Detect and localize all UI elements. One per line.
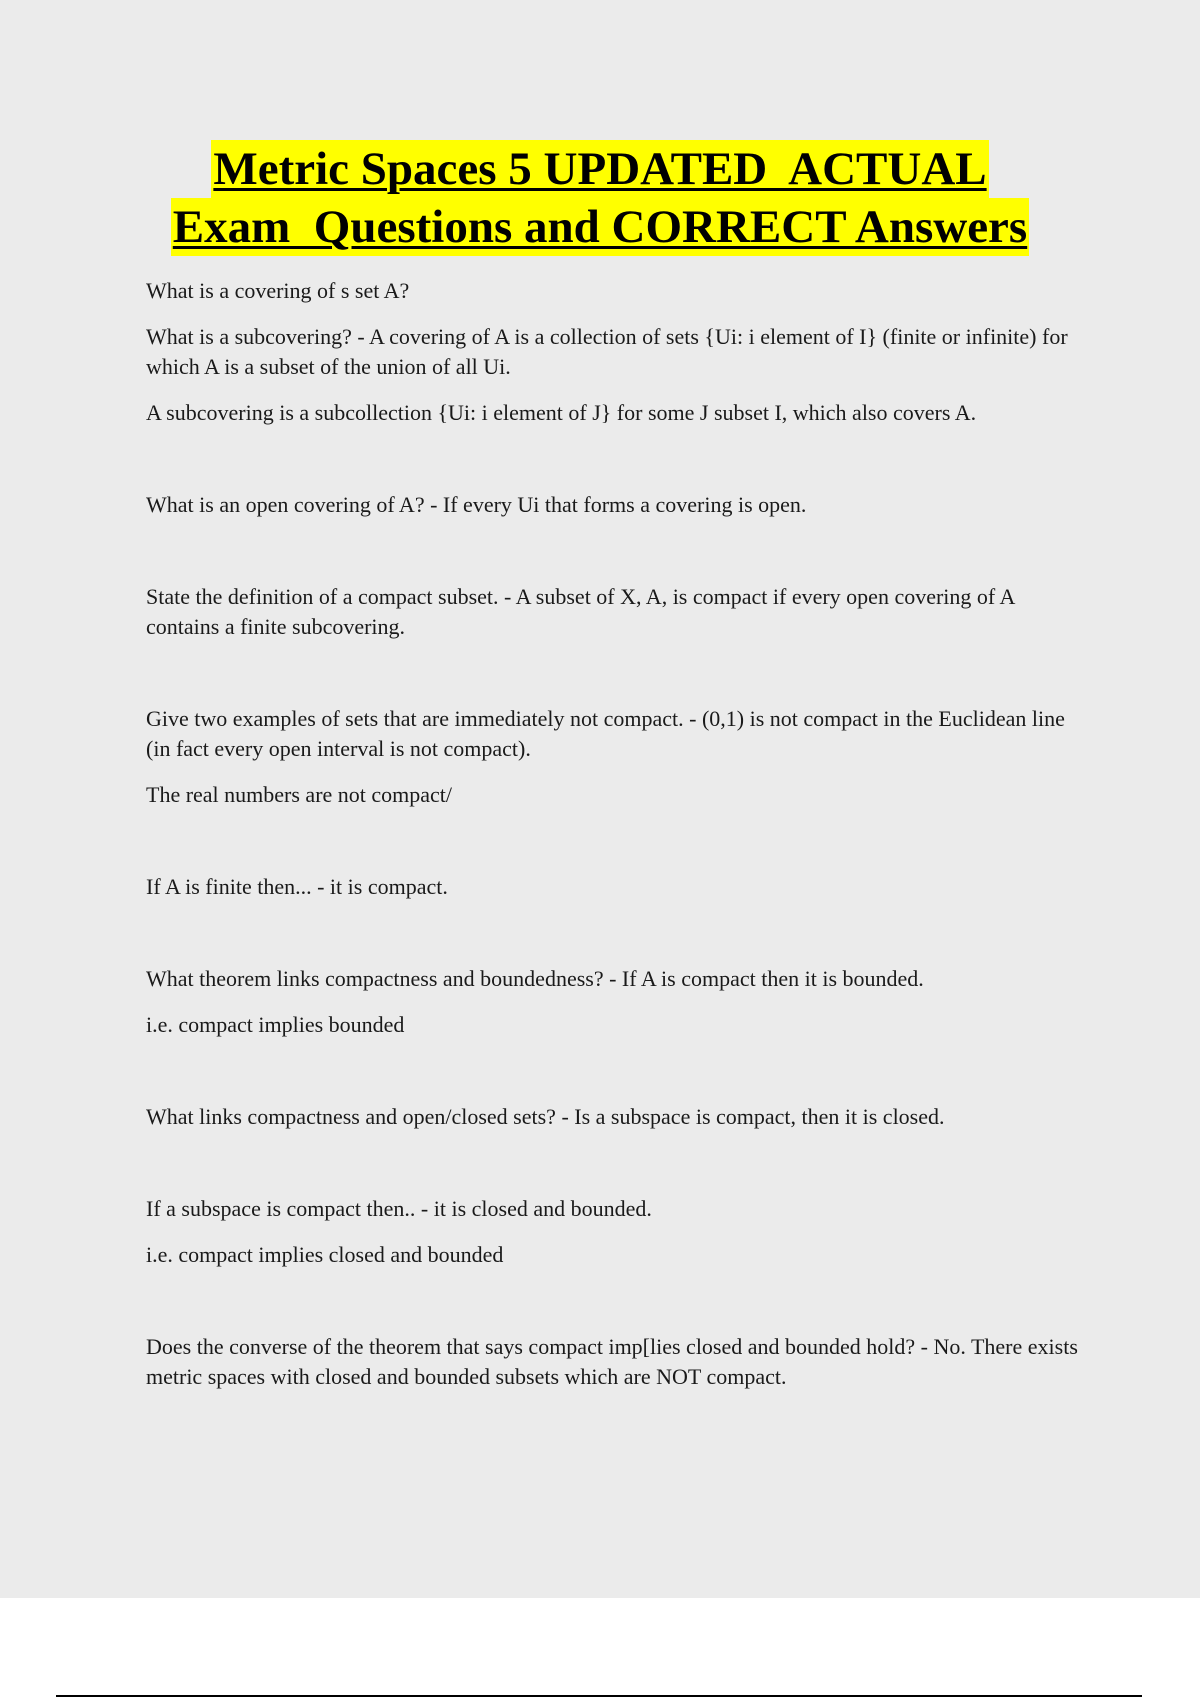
footer-divider	[56, 1695, 1142, 1697]
qa-paragraph: If a subspace is compact then.. - it is closed and bounded.	[146, 1196, 652, 1221]
qa-paragraph: Does the converse of the theorem that says compact imp[lies closed and bounded hold? - No. There exists metric spaces with closed and bounded subsets which are NOT compact.	[146, 1334, 1078, 1389]
answer-paragraph: i.e. compact implies bounded	[146, 1012, 405, 1037]
question-paragraph: What is a covering of s set A?	[146, 278, 410, 303]
answer-paragraph: The real numbers are not compact/	[146, 782, 453, 807]
qa-paragraph: If A is finite then... - it is compact.	[146, 874, 448, 899]
qa-paragraph: What is a subcovering? - A covering of A is a collection of sets {Ui: i element of I} (finite or infinite) for which A is a subset of the union of all Ui.	[146, 324, 1068, 379]
qa-paragraph: State the definition of a compact subset. - A subset of X, A, is compact if every open covering of A contains a finite subcovering.	[146, 584, 1015, 639]
qa-paragraph: Give two examples of sets that are immediately not compact. - (0,1) is not compact in the Euclidean line (in fact every open interval is not compact).	[146, 706, 1065, 761]
qa-paragraph: What links compactness and open/closed sets? - Is a subspace is compact, then it is closed.	[146, 1104, 945, 1129]
title-line-1: Metric Spaces 5 UPDATED ACTUAL	[211, 140, 988, 198]
qa-paragraph: What theorem links compactness and boundedness? - If A is compact then it is bounded.	[146, 966, 924, 991]
qa-content	[146, 276, 1086, 1408]
qa-paragraph: What is an open covering of A? - If every Ui that forms a covering is open.	[146, 492, 807, 517]
page-title	[0, 140, 1200, 256]
title-line-2: Exam Questions and CORRECT Answers	[171, 198, 1029, 256]
answer-paragraph: i.e. compact implies closed and bounded	[146, 1242, 504, 1267]
answer-paragraph: A subcovering is a subcollection {Ui: i element of J} for some J subset I, which also covers A.	[146, 400, 977, 425]
